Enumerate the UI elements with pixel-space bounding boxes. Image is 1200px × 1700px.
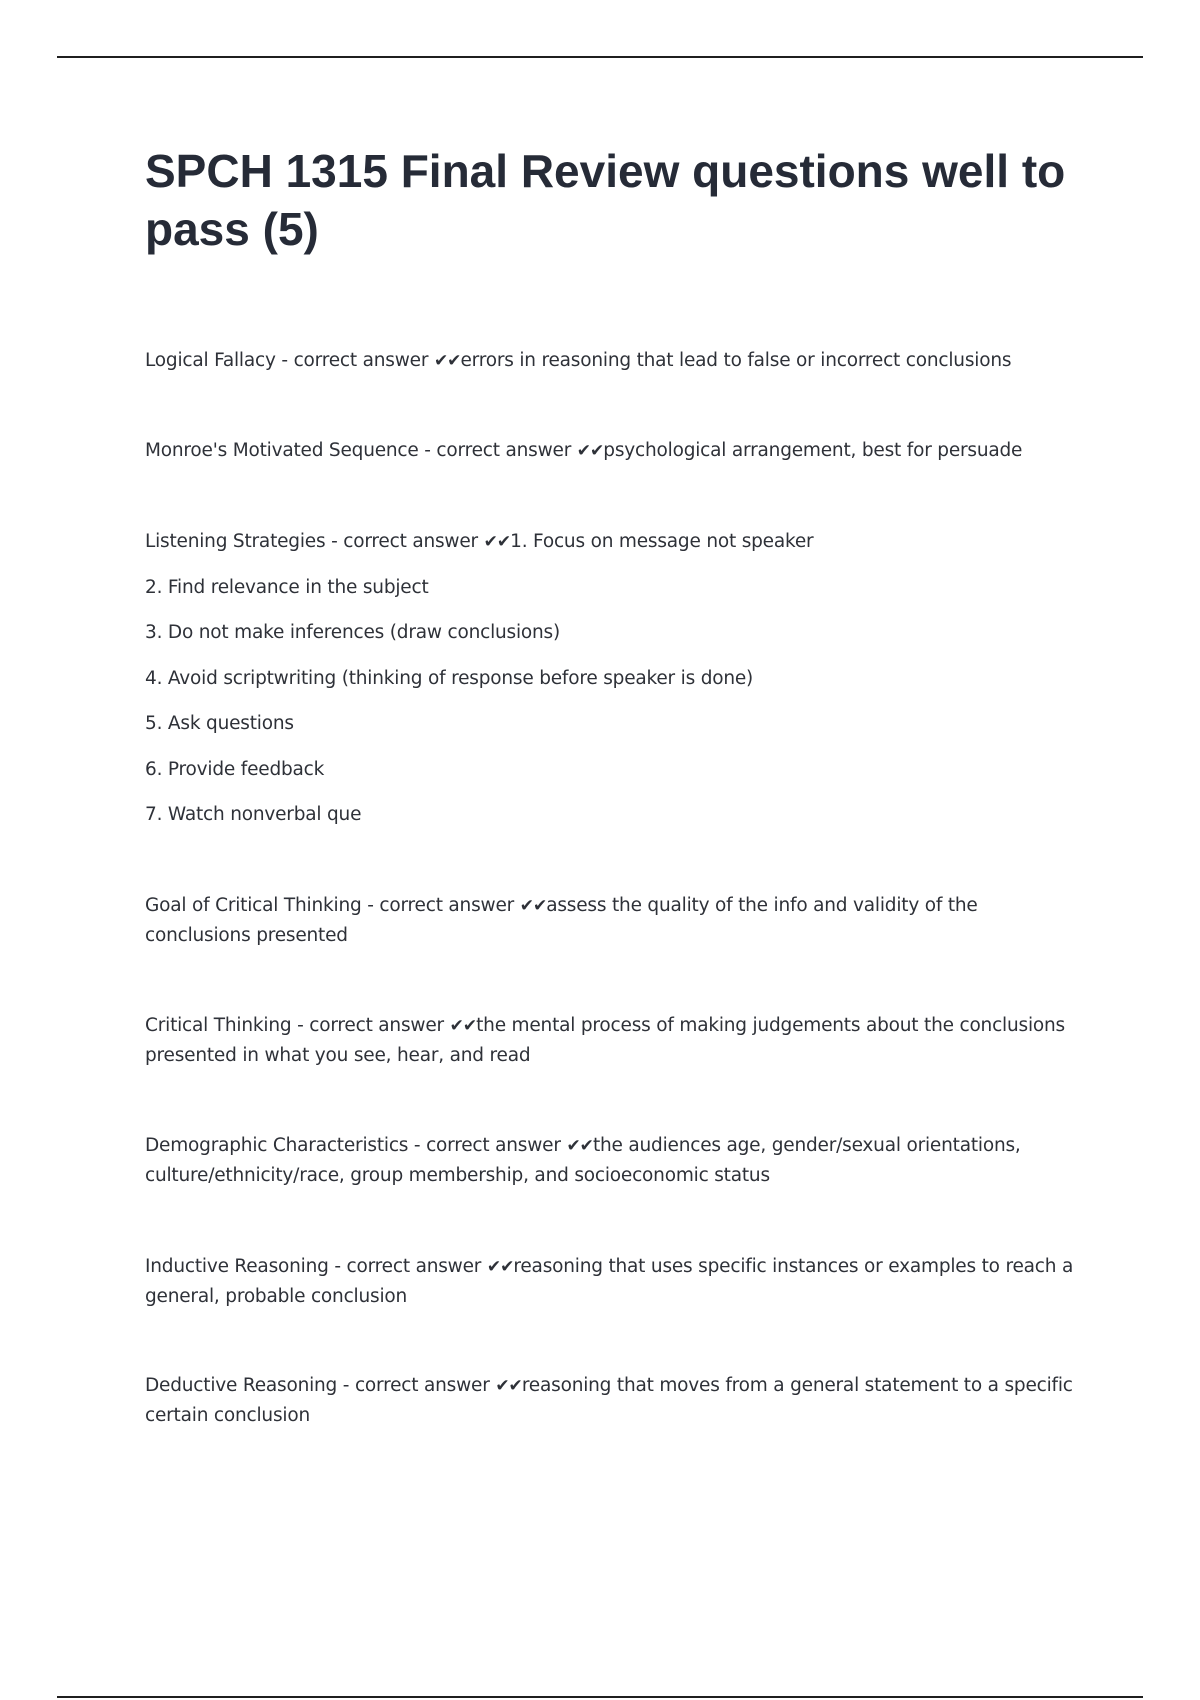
entry-separator: - correct answer — [337, 1375, 496, 1396]
check-icon: ✔✔ — [486, 1257, 514, 1277]
check-icon: ✔✔ — [566, 1136, 593, 1156]
list-item: 7. Watch nonverbal que — [145, 804, 362, 825]
entry-answer: reasoning that moves from a general statement to a specific certain conclusion — [145, 1375, 1073, 1426]
bottom-divider — [57, 1696, 1143, 1698]
entry-separator: - correct answer — [408, 1135, 567, 1156]
entry-separator: - correct answer — [325, 531, 484, 552]
top-divider — [57, 56, 1143, 58]
list-item: 6. Provide feedback — [145, 759, 325, 780]
entry-answer: the mental process of making judgements about the conclusions presented in what you see, hear, and read — [145, 1015, 1065, 1066]
qa-entry-goal-of-critical-thinking — [145, 891, 1085, 950]
qa-entry-critical-thinking — [145, 1011, 1085, 1070]
entry-answer: errors in reasoning that lead to false or incorrect conclusions — [460, 350, 1012, 371]
qa-entry-demographic-characteristics — [145, 1131, 1085, 1190]
qa-entry-listening-strategies — [145, 527, 1085, 557]
qa-entry-logical-fallacy — [145, 346, 1085, 376]
entry-separator: - correct answer — [291, 1015, 450, 1036]
check-icon: ✔✔ — [519, 896, 547, 916]
entry-answer: assess the quality of the info and validity of the conclusions presented — [145, 895, 978, 946]
entry-separator: - correct answer — [418, 440, 577, 461]
entry-answer: reasoning that uses specific instances or examples to reach a general, probable conclusion — [145, 1256, 1074, 1307]
check-icon: ✔✔ — [483, 532, 511, 552]
qa-entry-monroes-motivated-sequence — [145, 436, 1085, 466]
qa-entry-deductive-reasoning — [145, 1371, 1085, 1430]
entry-term: Logical Fallacy — [145, 350, 276, 371]
qa-entry-inductive-reasoning — [145, 1252, 1085, 1311]
check-icon: ✔✔ — [449, 1016, 477, 1036]
entry-term: Inductive Reasoning — [145, 1256, 329, 1277]
entry-separator: - correct answer — [361, 895, 520, 916]
entry-answer: psychological arrangement, best for persuade — [603, 440, 1023, 461]
entry-separator: - correct answer — [328, 1256, 487, 1277]
entry-answer: 1. Focus on message not speaker — [510, 531, 814, 552]
check-icon: ✔✔ — [576, 441, 604, 461]
entry-term: Critical Thinking — [145, 1015, 292, 1036]
document-title: SPCH 1315 Final Review questions well to pass (5) — [145, 145, 1066, 255]
entry-answer: the audiences age, gender/sexual orientations, culture/ethnicity/race, group membership, and socioeconomic status — [145, 1135, 1021, 1186]
check-icon: ✔✔ — [433, 351, 461, 371]
list-item: 5. Ask questions — [145, 713, 294, 734]
entry-term: Demographic Characteristics — [145, 1135, 409, 1156]
check-icon: ✔✔ — [495, 1376, 522, 1396]
entry-term: Listening Strategies — [145, 531, 326, 552]
entry-term: Monroe's Motivated Sequence — [145, 440, 419, 461]
list-item: 2. Find relevance in the subject — [145, 577, 429, 598]
entry-separator: - correct answer — [275, 350, 434, 371]
entry-term: Deductive Reasoning — [145, 1375, 338, 1396]
list-item: 3. Do not make inferences (draw conclusions) — [145, 622, 561, 643]
list-item: 4. Avoid scriptwriting (thinking of response before speaker is done) — [145, 668, 754, 689]
entry-term: Goal of Critical Thinking — [145, 895, 362, 916]
